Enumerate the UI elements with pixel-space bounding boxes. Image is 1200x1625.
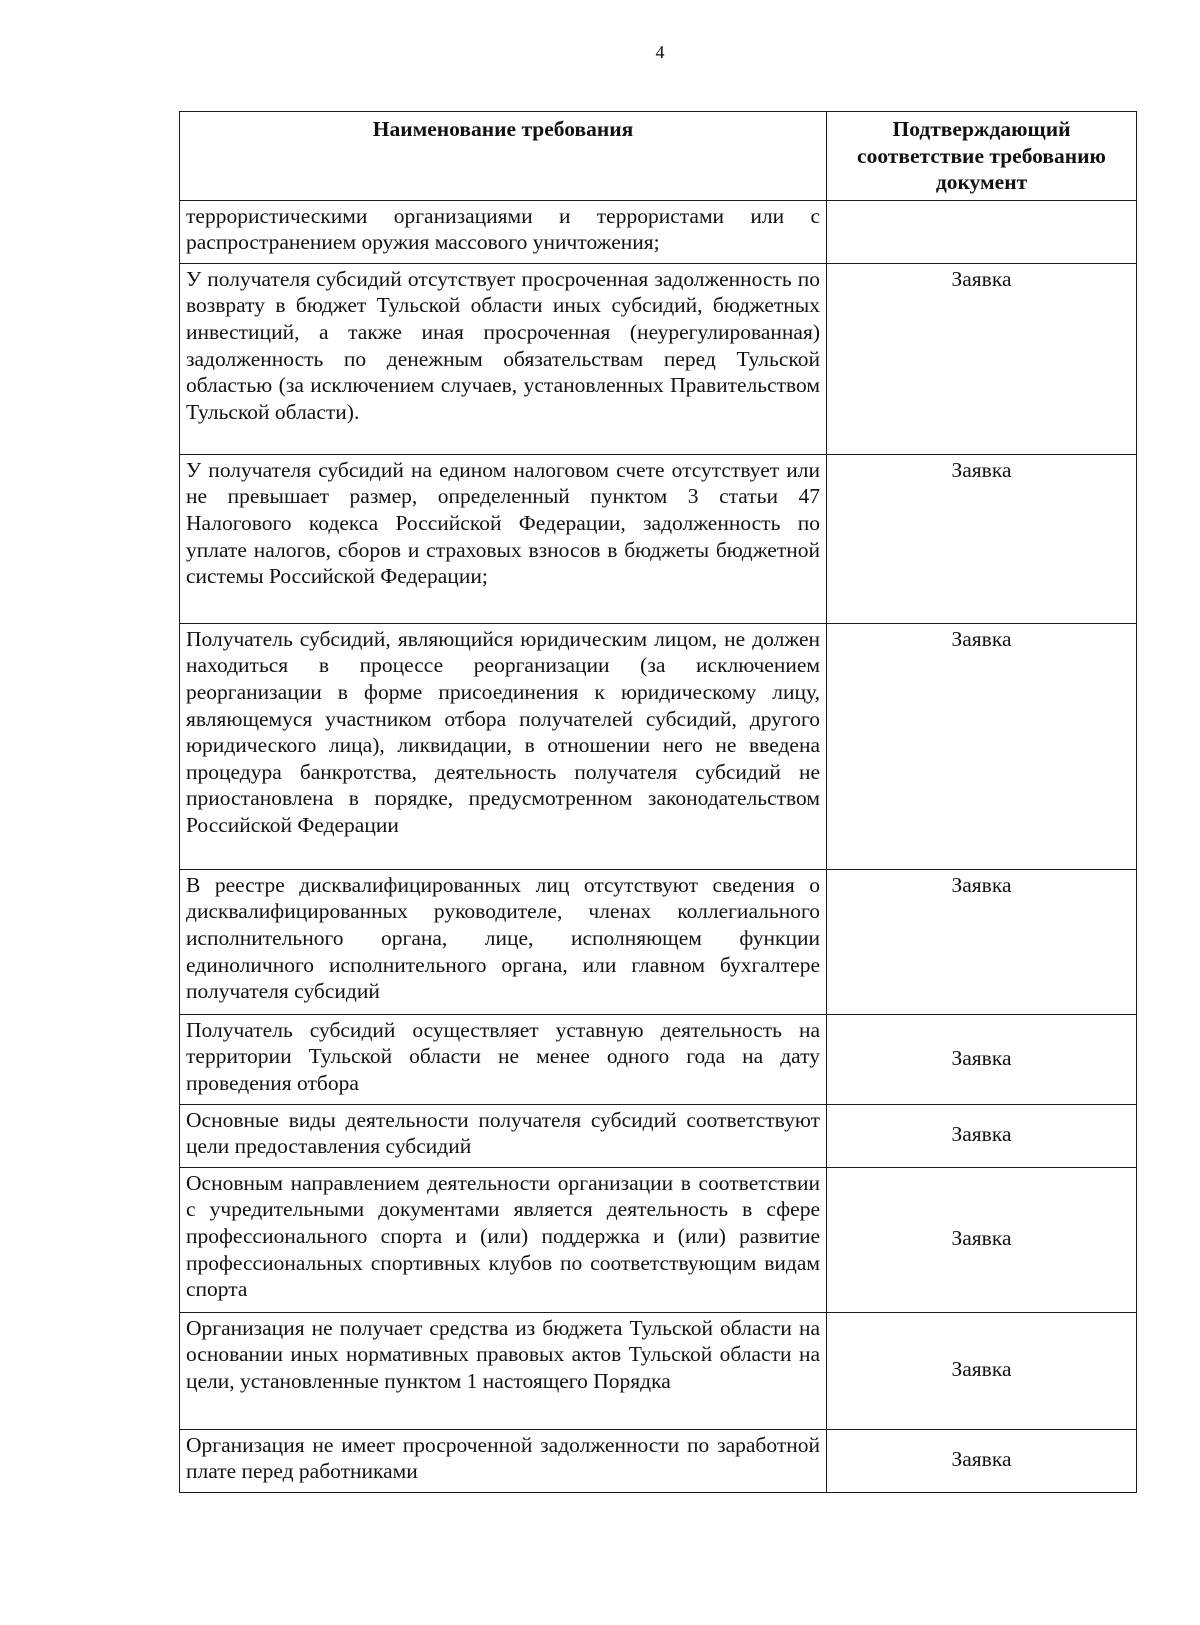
table-row [180,263,1137,454]
document-cell: Заявка [827,1429,1137,1492]
requirement-cell: Основным направлением деятельности организации в соответствии с учредительными документами является деятельность в сфере профессионального спорта и (или) поддержка и (или) развитие профессиональных спортивных клубов по соответствующим видам спорта [180,1167,827,1312]
table-row [180,1167,1137,1312]
requirement-cell: Основные виды деятельности получателя субсидий соответствуют цели предоставления субсидий [180,1104,827,1167]
table-row [180,1429,1137,1492]
document-cell: Заявка [827,1104,1137,1167]
table-row [180,1014,1137,1104]
page-number: 4 [655,42,665,62]
document-cell: Заявка [827,623,1137,869]
table-header-row [180,112,1137,201]
requirement-cell: Получатель субсидий осуществляет уставную деятельность на территории Тульской области не менее одного года на дату проведения отбора [180,1014,827,1104]
table-row [180,1104,1137,1167]
requirement-cell: У получателя субсидий отсутствует просроченная задолженность по возврату в бюджет Тульской области иных субсидий, бюджетных инвестиций, а также иная просроченная (неурегулированная) задолженность по денежным обязательствам перед Тульской областью (за исключением случаев, установленных Правительством Тульской области). [180,263,827,454]
header-requirement: Наименование требования [180,112,827,201]
requirement-cell: Организация не имеет просроченной задолженности по заработной плате перед работниками [180,1429,827,1492]
requirement-cell: В реестре дисквалифицированных лиц отсутствуют сведения о дисквалифицированных руководителе, членах коллегиального исполнительного органа, лице, исполняющем функции единоличного исполнительного органа, или главном бухгалтере получателя субсидий [180,869,827,1014]
requirement-cell: Организация не получает средства из бюджета Тульской области на основании иных нормативных правовых актов Тульской области на цели, установленные пунктом 1 настоящего Порядка [180,1312,827,1429]
document-cell: Заявка [827,1312,1137,1429]
document-cell: Заявка [827,454,1137,623]
table-row [180,623,1137,869]
header-document: Подтверждающий соответствие требованию документ [827,112,1137,201]
requirement-cell: У получателя субсидий на едином налоговом счете отсутствует или не превышает размер, определенный пунктом 3 статьи 47 Налогового кодекса Российской Федерации, задолженность по уплате налогов, сборов и страховых взносов в бюджеты бюджетной системы Российской Федерации; [180,454,827,623]
document-cell: Заявка [827,263,1137,454]
requirements-table [179,111,1137,1493]
table-row [180,200,1137,263]
document-cell: Заявка [827,1167,1137,1312]
table-row [180,454,1137,623]
table-row [180,869,1137,1014]
document-cell: Заявка [827,869,1137,1014]
requirement-cell: террористическими организациями и террористами или с распространением оружия массового уничтожения; [180,200,827,263]
document-cell [827,200,1137,263]
table-row [180,1312,1137,1429]
requirement-cell: Получатель субсидий, являющийся юридическим лицом, не должен находиться в процессе реорганизации (за исключением реорганизации в форме присоединения к юридическому лицу, являющемуся участником отбора получателей субсидий, другого юридического лица), ликвидации, в отношении него не введена процедура банкротства, деятельность получателя субсидий не приостановлена в порядке, предусмотренном законодательством Российской Федерации [180,623,827,869]
document-cell: Заявка [827,1014,1137,1104]
